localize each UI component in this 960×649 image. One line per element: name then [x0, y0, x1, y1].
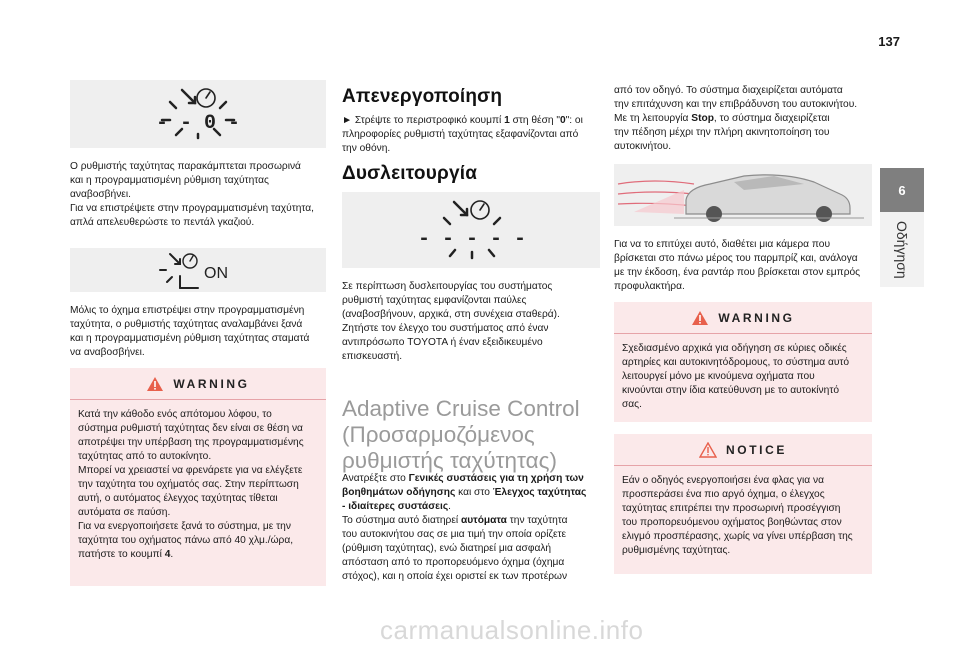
warning-line: Κατά την κάθοδο ενός απότομου λόφου, το	[78, 409, 272, 420]
p1-text: από τον οδηγό. Το σύστημα διαχειρίζεται αυτόματα	[614, 85, 843, 96]
deact-text: ": οι	[565, 115, 583, 126]
chapter-tab-title[interactable]: Οδήγηση	[880, 212, 924, 287]
button-ref-4: 4	[164, 549, 171, 560]
p2-line: με την έκδοση, ένα ραντάρ που βρίσκεται στον εμπρός	[614, 267, 861, 278]
para1-line: Ο ρυθμιστής ταχύτητας παρακάμπτεται προσωρινά	[70, 161, 301, 172]
deact-text: στη θέση "	[509, 115, 560, 126]
p2-line: προφυλακτήρα.	[614, 281, 685, 292]
deact-text: πληροφορίες ρυθμιστή ταχύτητας εξαφανίζονται από	[342, 129, 579, 140]
position-ref-0: 0	[559, 115, 566, 126]
warning-line: σύστημα ρυθμιστή ταχύτητας δεν είναι σε θέση να	[78, 423, 303, 434]
para3-line: (αναβοσβήνουν, αρχικά, στη συνέχεια σταθερά).	[342, 309, 560, 320]
acc-link[interactable]: Έλεγχος ταχύτητας	[492, 487, 587, 498]
stop-function: Stop	[691, 113, 714, 124]
acc-text: και στο	[455, 487, 493, 498]
notice-line: προσπεράσει ένα πιο αργό όχημα, ο έλεγχος	[622, 489, 825, 500]
deact-text: την οθόνη.	[342, 143, 391, 154]
para2-line: να αναβοσβήνει.	[70, 347, 145, 358]
p2-line: Για να το επιτύχει αυτό, διαθέτει μια κάμερα που	[614, 239, 831, 250]
notice-line: ρυθμισμένης ταχύτητας.	[622, 545, 731, 556]
warning-line: Σχεδιασμένο αρχικά για οδήγηση σε κύριες οδικές	[622, 343, 847, 354]
watermark: carmanualsonline.info	[380, 615, 644, 645]
acc-text: απόσταση από το προπορευόμενο όχημα (όχημα	[342, 557, 565, 568]
para3-line: Σε περίπτωση δυσλειτουργίας του συστήματος	[342, 281, 553, 292]
para1-line: απλά απελευθερώστε το πεντάλ γκαζιού.	[70, 217, 255, 228]
p1-text: την πέδηση μέχρι την πλήρη ακινητοποίηση του	[614, 127, 830, 138]
deact-text: Στρέψτε το περιστροφικό κουμπί	[354, 115, 505, 126]
notice-box-overtaking	[614, 434, 872, 574]
warning-line: κινούνται στην ίδια κατεύθυνση με το αυτοκίνητό	[622, 385, 840, 396]
speed-resume-illustration	[70, 248, 326, 292]
acc-text: στόχος), και η οποία έχει οριστεί εκ των προτέρων	[342, 571, 568, 582]
acc-text: .	[448, 501, 451, 512]
warning-line: ταχύτητας από το αυτοκίνητο.	[78, 451, 212, 462]
warning-line: αποτρέψει την υπέρβαση της προγραμματισμένης	[78, 437, 304, 448]
acc-text: Το σύστημα αυτό διατηρεί	[342, 515, 461, 526]
para1-line: Για να επιστρέψετε στην προγραμματισμένη ταχύτητα,	[70, 203, 315, 214]
acc-link[interactable]: βοηθημάτων οδήγησης	[342, 487, 456, 498]
notice-triangle-icon	[699, 442, 717, 458]
acc-title-line: Adaptive Cruise Control	[342, 396, 580, 421]
notice-title: NOTICE	[726, 442, 787, 457]
para1-line: αναβοσβήνει.	[70, 189, 131, 200]
warning-line: λειτουργεί μόνο με κινούμενα οχήματα που	[622, 371, 815, 382]
acc-text: του αυτοκινήτου σας σε μια τιμή την οποία ορίζετε	[342, 529, 567, 540]
malfunction-dashes: - - - - -	[417, 228, 527, 251]
acc-link[interactable]: - ιδιαίτερες συστάσεις	[342, 501, 449, 512]
warning-line: αυτόματα σε παύση.	[78, 507, 171, 518]
p2-line: βρίσκεται στο πάνω μέρος του παρμπρίζ και, ανάλογα	[614, 253, 858, 264]
warning-box-roads	[614, 302, 872, 422]
warning-line: σας.	[622, 399, 642, 410]
acc-title-line: (Προσαρμοζόμενος	[342, 422, 535, 447]
warning-title: WARNING	[718, 310, 795, 325]
speedometer-dashes-icon	[342, 192, 600, 268]
speedometer-on-icon	[70, 248, 326, 292]
acc-title-line: ρυθμιστής ταχύτητας)	[342, 448, 557, 473]
para1-line: και η προγραμματισμένη ρύθμιση ταχύτητας	[70, 175, 269, 186]
acc-text: Ανατρέξτε στο	[342, 473, 409, 484]
para3-line: επισκευαστή.	[342, 351, 403, 362]
p1-text: αυτοκινήτου.	[614, 141, 672, 152]
speed-override-illustration	[70, 80, 326, 148]
para3-line: αντιπρόσωπο TOYOTA ή έναν εξειδικευμένο	[342, 337, 543, 348]
notice-line: ελιγμό προσπέρασης, χωρίς να γίνει υπέρβαση της	[622, 531, 853, 542]
page-number: 137	[878, 34, 900, 49]
acc-bold: αυτόματα	[460, 515, 507, 526]
notice-line: του προπορευόμενου οχήματος βοηθώντας στον	[622, 517, 842, 528]
para2-line: ταχύτητα, ο ρυθμιστής ταχύτητας αναλαμβάνει ξανά	[70, 319, 303, 330]
malfunction-illustration	[342, 192, 600, 268]
heading-malfunction: Δυσλειτουργία	[342, 163, 478, 184]
speedometer-icon	[70, 80, 326, 148]
warning-last-prefix: πατήστε το κουμπί	[78, 549, 165, 560]
para2-line: Μόλις το όχημα επιστρέψει στην προγραμματισμένη	[70, 305, 305, 316]
warning-line: αρτηρίες και αυτοκινητόδρομους, το σύστημα αυτό	[622, 357, 850, 368]
knob-ref-1: 1	[504, 115, 510, 126]
warning-line: αυτή, ο αυτόματος έλεγχος ταχύτητας τίθεται	[78, 493, 278, 504]
p1-text: την επιτάχυνση και την επιβράδυνση του αυτοκινήτου.	[614, 99, 858, 110]
p1-text: , το σύστημα διαχειρίζεται	[713, 113, 830, 124]
car-with-radar-icon	[614, 164, 872, 226]
acc-link[interactable]: Γενικές συστάσεις για τη χρήση των	[408, 473, 584, 484]
warning-triangle-icon	[691, 310, 709, 326]
para3-line: ρυθμιστή ταχύτητας εμφανίζονται παύλες	[342, 295, 527, 306]
warning-last-suffix: .	[170, 549, 174, 560]
warning-line: Μπορεί να χρειαστεί να φρενάρετε για να ελέγξετε	[78, 465, 303, 476]
p1-text: Με τη λειτουργία	[614, 113, 692, 124]
car-sensor-illustration	[614, 164, 872, 226]
warning-box-downhill	[70, 368, 326, 586]
chapter-tab-number[interactable]: 6	[880, 168, 924, 212]
notice-line: Εάν ο οδηγός ενεργοποιήσει ένα φλας για να	[622, 475, 824, 486]
warning-title: WARNING	[173, 376, 250, 391]
speed-display-dashes: - - 0 -	[155, 112, 241, 135]
warning-line: ταχύτητα του οχήματος πάνω από 40 χλμ./ώρα,	[78, 535, 294, 546]
acc-text: (ρύθμιση ταχύτητας), ενώ διατηρεί μια ασφαλή	[342, 543, 552, 554]
heading-deactivation: Απενεργοποίηση	[342, 86, 503, 107]
warning-line: την ταχύτητα του οχήματός σας. Στην περίπτωση	[78, 479, 299, 490]
acc-text: την ταχύτητα	[506, 515, 568, 526]
warning-line: Για να ενεργοποιήσετε ξανά το σύστημα, με την	[78, 521, 291, 532]
speed-display-on: ON	[204, 265, 228, 282]
para3-line: Ζητήστε τον έλεγχο του συστήματος από έναν	[342, 323, 549, 334]
notice-line: ταχύτητας επιτρέπει την προσωρινή προσέγγιση	[622, 503, 841, 514]
bullet-arrow-icon: ►	[342, 115, 355, 126]
warning-triangle-icon	[146, 376, 164, 392]
para2-line: και η προγραμματισμένη ρύθμιση ταχύτητας σταματά	[70, 333, 310, 344]
